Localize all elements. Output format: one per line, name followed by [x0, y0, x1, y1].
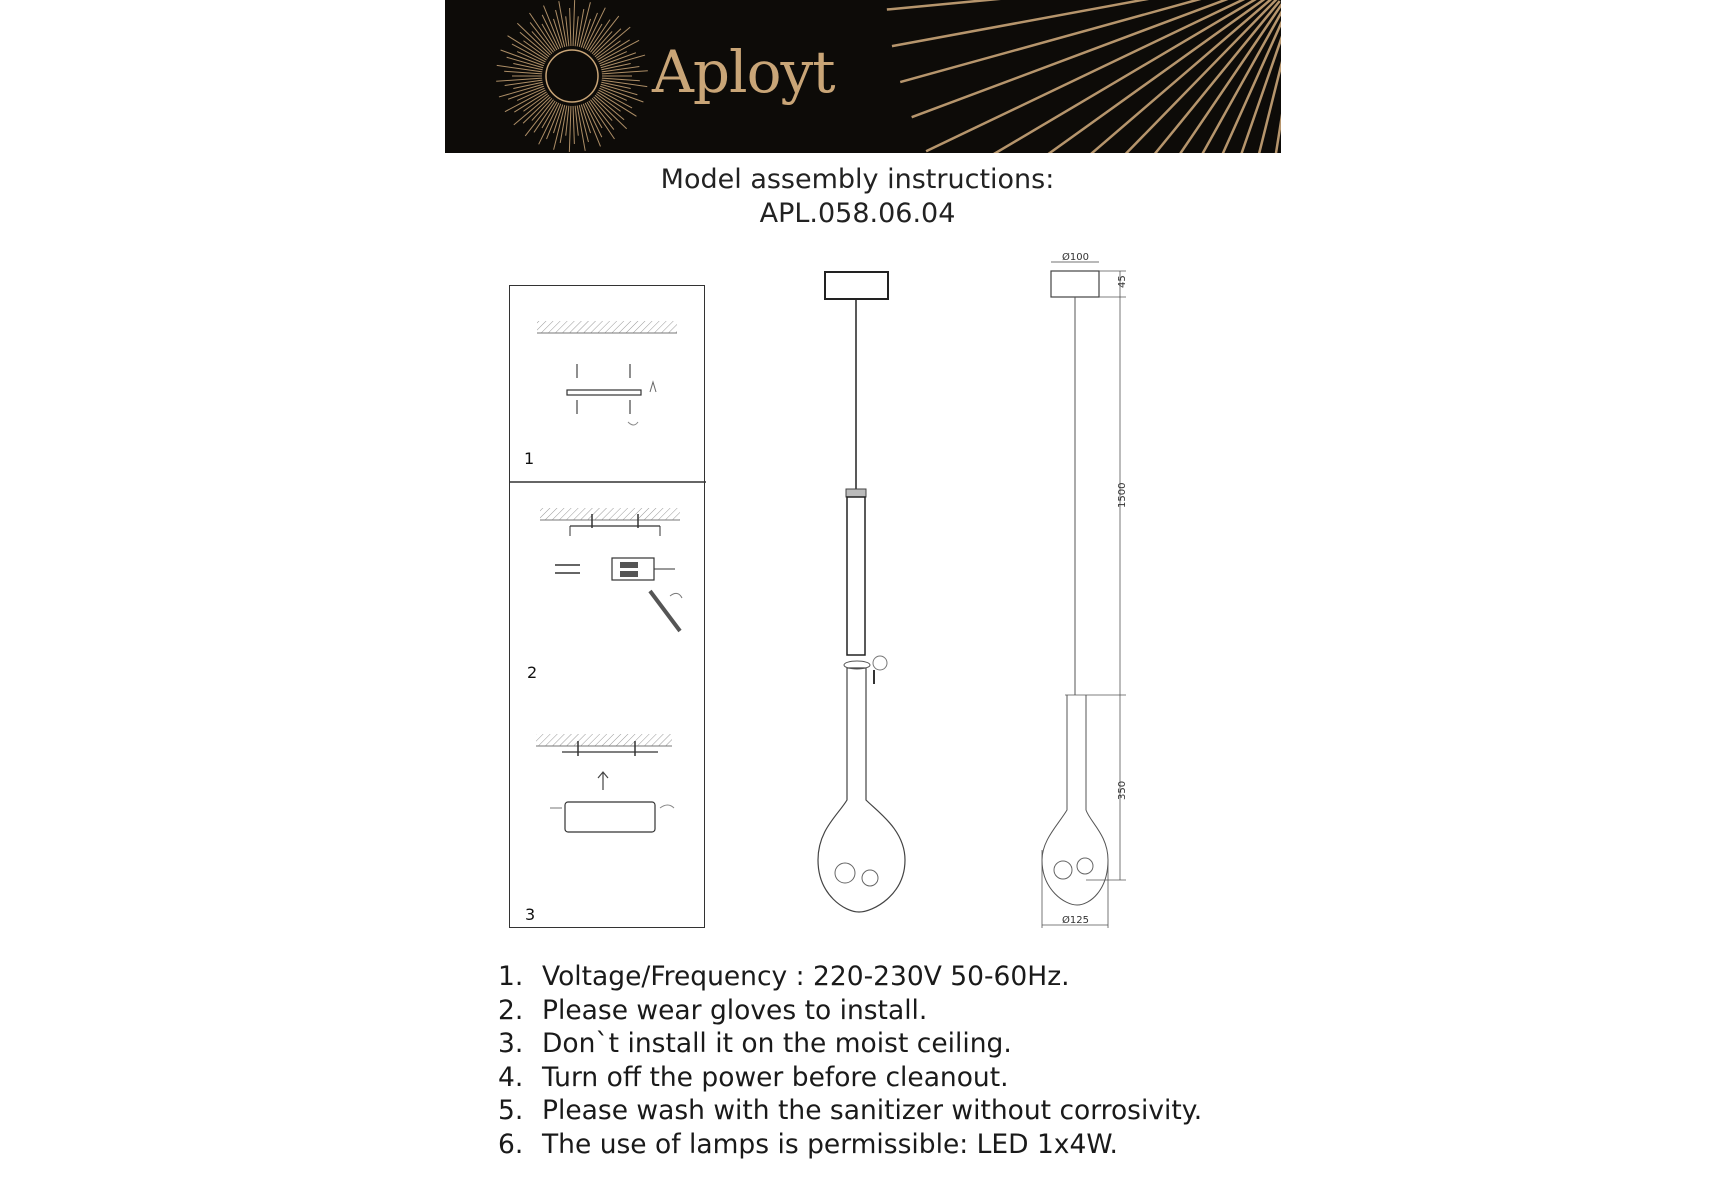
shade-dim-outline [1042, 695, 1108, 905]
assembly-steps-panel [509, 285, 705, 928]
tube-cap [846, 489, 866, 497]
step-1-drawing [537, 321, 677, 425]
dim-cable-length: 1500 [1117, 482, 1128, 508]
list-item: 6. The use of lamps is permissible: LED 1x4W. [498, 1128, 1118, 1160]
assembly-steps-drawing [510, 286, 706, 929]
step-number: 3 [525, 905, 536, 924]
dim-canopy-height: 45 [1117, 275, 1128, 288]
document-title: Model assembly instructions: [660, 164, 1055, 195]
dim-shade-diameter: Ø125 [1062, 915, 1089, 926]
list-item: 3. Don`t install it on the moist ceiling. [498, 1028, 1012, 1059]
body-tube [847, 497, 865, 655]
instructions-list [498, 960, 1202, 1161]
list-item: 1. Voltage/Frequency : 220-230V 50-60Hz. [498, 961, 1070, 992]
step-number: 1 [524, 449, 535, 468]
brand-banner [445, 0, 1281, 153]
canopy-dim-outline [1051, 271, 1099, 297]
dim-canopy-diameter: Ø100 [1062, 252, 1089, 263]
step-2-drawing [540, 508, 682, 631]
sunburst-graphic [445, 0, 1281, 153]
list-item: 2. Please wear gloves to install. [498, 994, 928, 1026]
canopy-outline [825, 272, 888, 299]
list-item: 4. Turn off the power before cleanout. [498, 1061, 1009, 1093]
list-item: 5. Please wash with the sanitizer without corrosivity. [498, 1095, 1203, 1126]
model-number: APL.058.06.04 [759, 198, 956, 229]
step-number: 2 [527, 663, 538, 682]
glass-shade [818, 668, 905, 912]
step-3-drawing [536, 734, 674, 832]
brand-logo: Aployt [652, 38, 835, 106]
dim-shade-height: 350 [1117, 780, 1128, 800]
